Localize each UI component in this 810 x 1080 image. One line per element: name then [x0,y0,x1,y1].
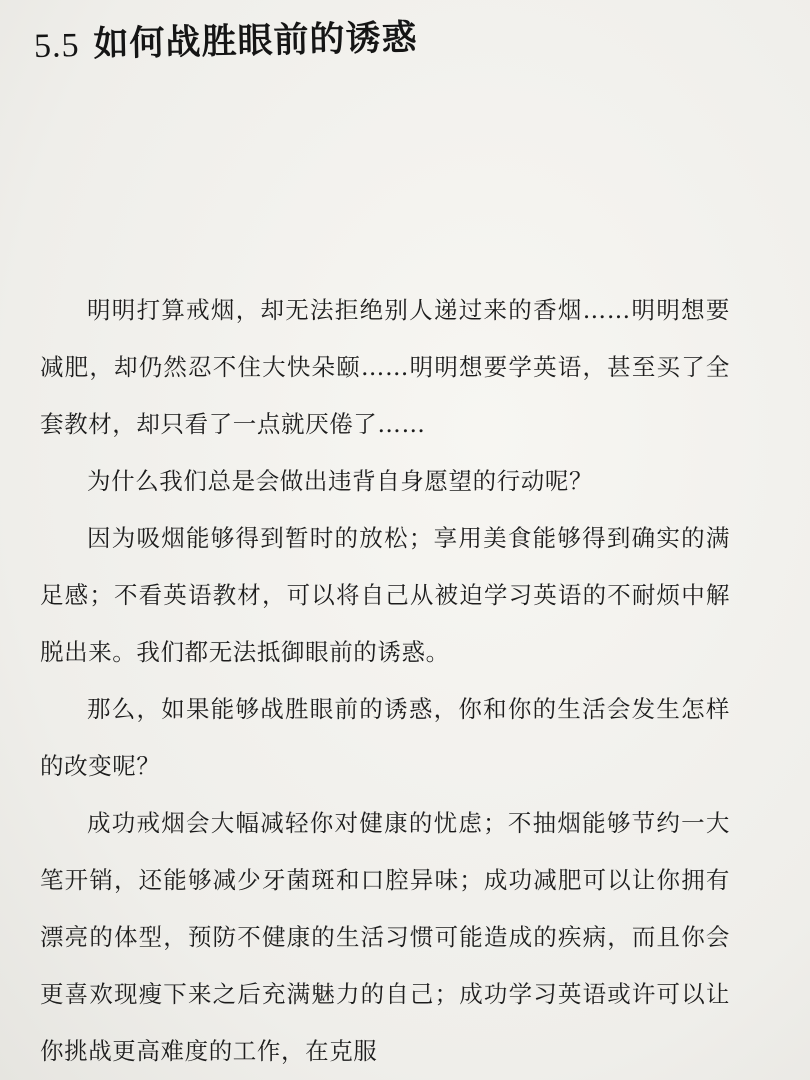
section-number: 5.5 [33,27,80,65]
paragraph-2: 为什么我们总是会做出违背自身愿望的行动呢？ [87,467,594,495]
paragraph-4: 那么，如果能够战胜眼前的诱惑，你和你的生活会发生怎样的改变呢？ [40,695,730,780]
section-heading [33,10,417,68]
paragraph-1: 明明打算戒烟，却无法拒绝别人递过来的香烟……明明想要减肥，却仍然忍不住大快朵颐……明明想要学英语，甚至买了全套教材，却只看了一点就厌倦了…… [40,296,730,438]
paragraph-3: 因为吸烟能够得到暂时的放松；享用美食能够得到确实的满足感；不看英语教材，可以将自己从被迫学习英语的不耐烦中解脱出来。我们都无法抵御眼前的诱惑。 [40,524,730,666]
paragraph-5: 成功戒烟会大幅减轻你对健康的忧虑；不抽烟能够节约一大笔开销，还能够减少牙菌斑和口腔异味；成功减肥可以让你拥有漂亮的体型，预防不健康的生活习惯可能造成的疾病，而且你会更喜欢现瘦下来之后充满魅力的自己；成功学习英语或许可以让你挑战更高难度的工作，在克服 [40,809,730,1065]
body-text [40,282,730,1080]
section-title: 如何战胜眼前的诱惑 [93,17,418,65]
